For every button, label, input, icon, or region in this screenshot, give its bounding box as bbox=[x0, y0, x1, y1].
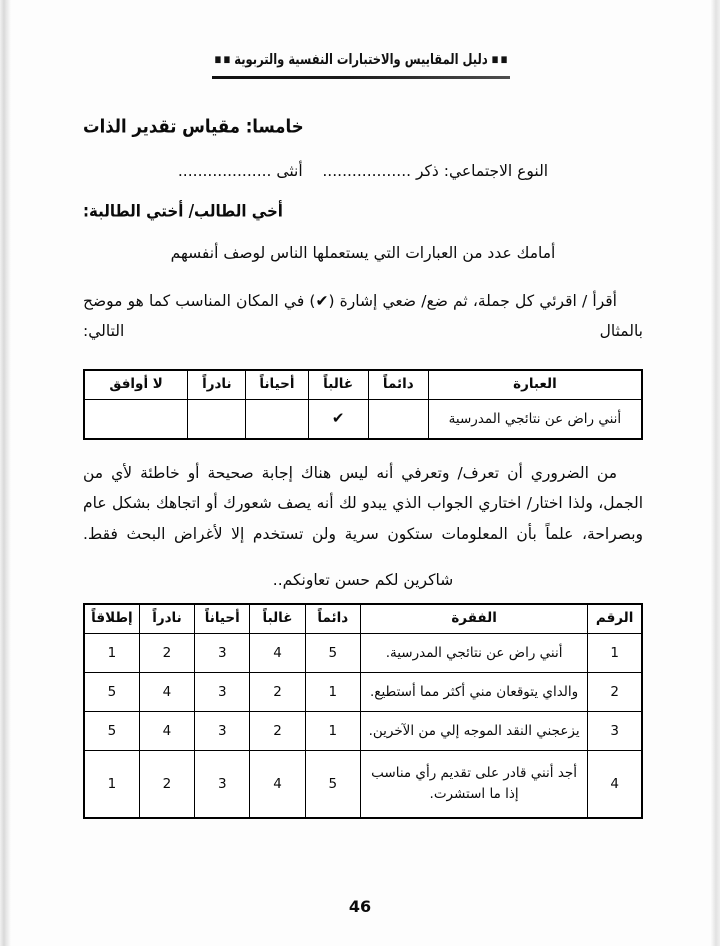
main-row-1-value-never[interactable]: 1 bbox=[84, 634, 139, 673]
example-header-rarely: نادراً bbox=[188, 370, 246, 400]
page-body bbox=[11, 117, 711, 819]
main-row-4-number: 4 bbox=[588, 751, 642, 819]
example-header-statement: العبارة bbox=[428, 370, 642, 400]
main-row-3-value-always[interactable]: 1 bbox=[305, 712, 360, 751]
main-row-1-value-sometimes[interactable]: 3 bbox=[195, 634, 250, 673]
thanks-line: شاكرين لكم حسن تعاونكم.. bbox=[272, 570, 454, 589]
example-table-header-row bbox=[84, 370, 642, 400]
gender-line bbox=[83, 162, 643, 180]
page-title: خامسا: مقياس تقدير الذات bbox=[83, 115, 304, 138]
table-row bbox=[84, 673, 642, 712]
instructions-paragraph: من الضروري أن تعرف/ وتعرفي أنه ليس هناك إجابة صحيحة أو خاطئة لأي من الجمل، ولذا اختار/ اختاري الجواب الذي يبدو لك أنه يصف شعورك أو اتجاهك بشكل عام وبصراحة، علماً بأن المعلومات ستكون سرية ولن تستخدم إلا لأغراض البحث فقط. bbox=[83, 464, 643, 543]
main-header-sometimes: أحياناً bbox=[195, 604, 250, 634]
main-table-header-row bbox=[84, 604, 642, 634]
example-cell-rarely[interactable] bbox=[188, 400, 246, 440]
main-header-often: غالباً bbox=[250, 604, 305, 634]
running-head-text bbox=[215, 50, 508, 68]
salutation: أخي الطالب/ أختي الطالبة: bbox=[83, 201, 283, 221]
main-row-2-value-sometimes[interactable]: 3 bbox=[195, 673, 250, 712]
example-header-sometimes: أحياناً bbox=[246, 370, 308, 400]
scan-edge-right bbox=[711, 0, 720, 946]
main-row-4-value-always[interactable]: 5 bbox=[305, 751, 360, 819]
main-row-1-statement: أنني راض عن نتائجي المدرسية. bbox=[360, 634, 587, 673]
example-header-often: غالباً bbox=[308, 370, 368, 400]
gender-female-label: أنثى bbox=[276, 162, 303, 180]
main-row-1-value-rarely[interactable]: 2 bbox=[139, 634, 194, 673]
main-header-item: الفقرة bbox=[360, 604, 587, 634]
gender-label: النوع الاجتماعي: ذكر bbox=[415, 162, 549, 180]
ornament-left-icon: ■ ■ bbox=[491, 54, 508, 65]
table-row bbox=[84, 712, 642, 751]
checkmark-icon: ✔ bbox=[331, 409, 345, 428]
page-sheet bbox=[11, 0, 711, 946]
ornament-right-icon: ■ ■ bbox=[214, 54, 231, 65]
running-head-label: دليل المقاييس والاختبارات النفسية والتربوية bbox=[234, 50, 488, 68]
main-row-3-number: 3 bbox=[588, 712, 642, 751]
example-header-disagree: لا أوافق bbox=[84, 370, 188, 400]
main-header-never: إطلاقاً bbox=[84, 604, 139, 634]
scan-edge-left bbox=[0, 0, 11, 946]
example-cell-disagree[interactable] bbox=[84, 400, 188, 440]
example-table-wrapper bbox=[83, 369, 643, 441]
main-row-1-value-always[interactable]: 5 bbox=[305, 634, 360, 673]
main-row-4-value-rarely[interactable]: 2 bbox=[139, 751, 194, 819]
main-row-1-value-often[interactable]: 4 bbox=[250, 634, 305, 673]
main-row-2-statement: والداي يتوقعان مني أكثر مما أستطيع. bbox=[360, 673, 587, 712]
running-head-rule bbox=[212, 76, 510, 79]
intro-line-1: أمامك عدد من العبارات التي يستعملها الناس لوصف أنفسهم bbox=[170, 244, 556, 262]
main-header-rarely: نادراً bbox=[139, 604, 194, 634]
example-table bbox=[83, 369, 643, 441]
main-row-2-value-always[interactable]: 1 bbox=[305, 673, 360, 712]
example-cell-often[interactable] bbox=[308, 400, 368, 440]
main-row-3-value-sometimes[interactable]: 3 bbox=[195, 712, 250, 751]
scale-items-table bbox=[83, 603, 643, 820]
intro-line-2: أقرأ / اقرئي كل جملة، ثم ضع/ ضعي إشارة (✔) في المكان المناسب كما هو موضح بالمثال التالي: bbox=[83, 292, 643, 341]
main-row-2-value-rarely[interactable]: 4 bbox=[139, 673, 194, 712]
main-row-2-value-often[interactable]: 2 bbox=[250, 673, 305, 712]
main-row-4-statement: أجد أنني قادر على تقديم رأي مناسب إذا ما استشرت. bbox=[360, 751, 587, 819]
main-header-number: الرقم bbox=[588, 604, 642, 634]
main-row-3-value-never[interactable]: 5 bbox=[84, 712, 139, 751]
main-row-2-value-never[interactable]: 5 bbox=[84, 673, 139, 712]
main-row-4-value-sometimes[interactable]: 3 bbox=[195, 751, 250, 819]
main-row-3-statement: يزعجني النقد الموجه إلي من الآخرين. bbox=[360, 712, 587, 751]
gender-female-blank[interactable]: ................... bbox=[177, 162, 272, 180]
main-row-3-value-often[interactable]: 2 bbox=[250, 712, 305, 751]
table-row bbox=[84, 634, 642, 673]
main-row-4-value-never[interactable]: 1 bbox=[84, 751, 139, 819]
page-number: 46 bbox=[348, 897, 372, 916]
table-row bbox=[84, 751, 642, 819]
table-row bbox=[84, 400, 642, 440]
main-row-4-value-often[interactable]: 4 bbox=[250, 751, 305, 819]
main-header-always: دائماً bbox=[305, 604, 360, 634]
example-header-always: دائماً bbox=[368, 370, 428, 400]
example-cell-sometimes[interactable] bbox=[246, 400, 308, 440]
running-head bbox=[11, 48, 711, 79]
example-cell-always[interactable] bbox=[368, 400, 428, 440]
main-table-wrapper bbox=[83, 603, 643, 820]
main-row-3-value-rarely[interactable]: 4 bbox=[139, 712, 194, 751]
gender-male-blank[interactable]: .................. bbox=[322, 162, 412, 180]
main-row-1-number: 1 bbox=[588, 634, 642, 673]
example-row-statement: أنني راض عن نتائجي المدرسية bbox=[428, 400, 642, 440]
main-row-2-number: 2 bbox=[588, 673, 642, 712]
